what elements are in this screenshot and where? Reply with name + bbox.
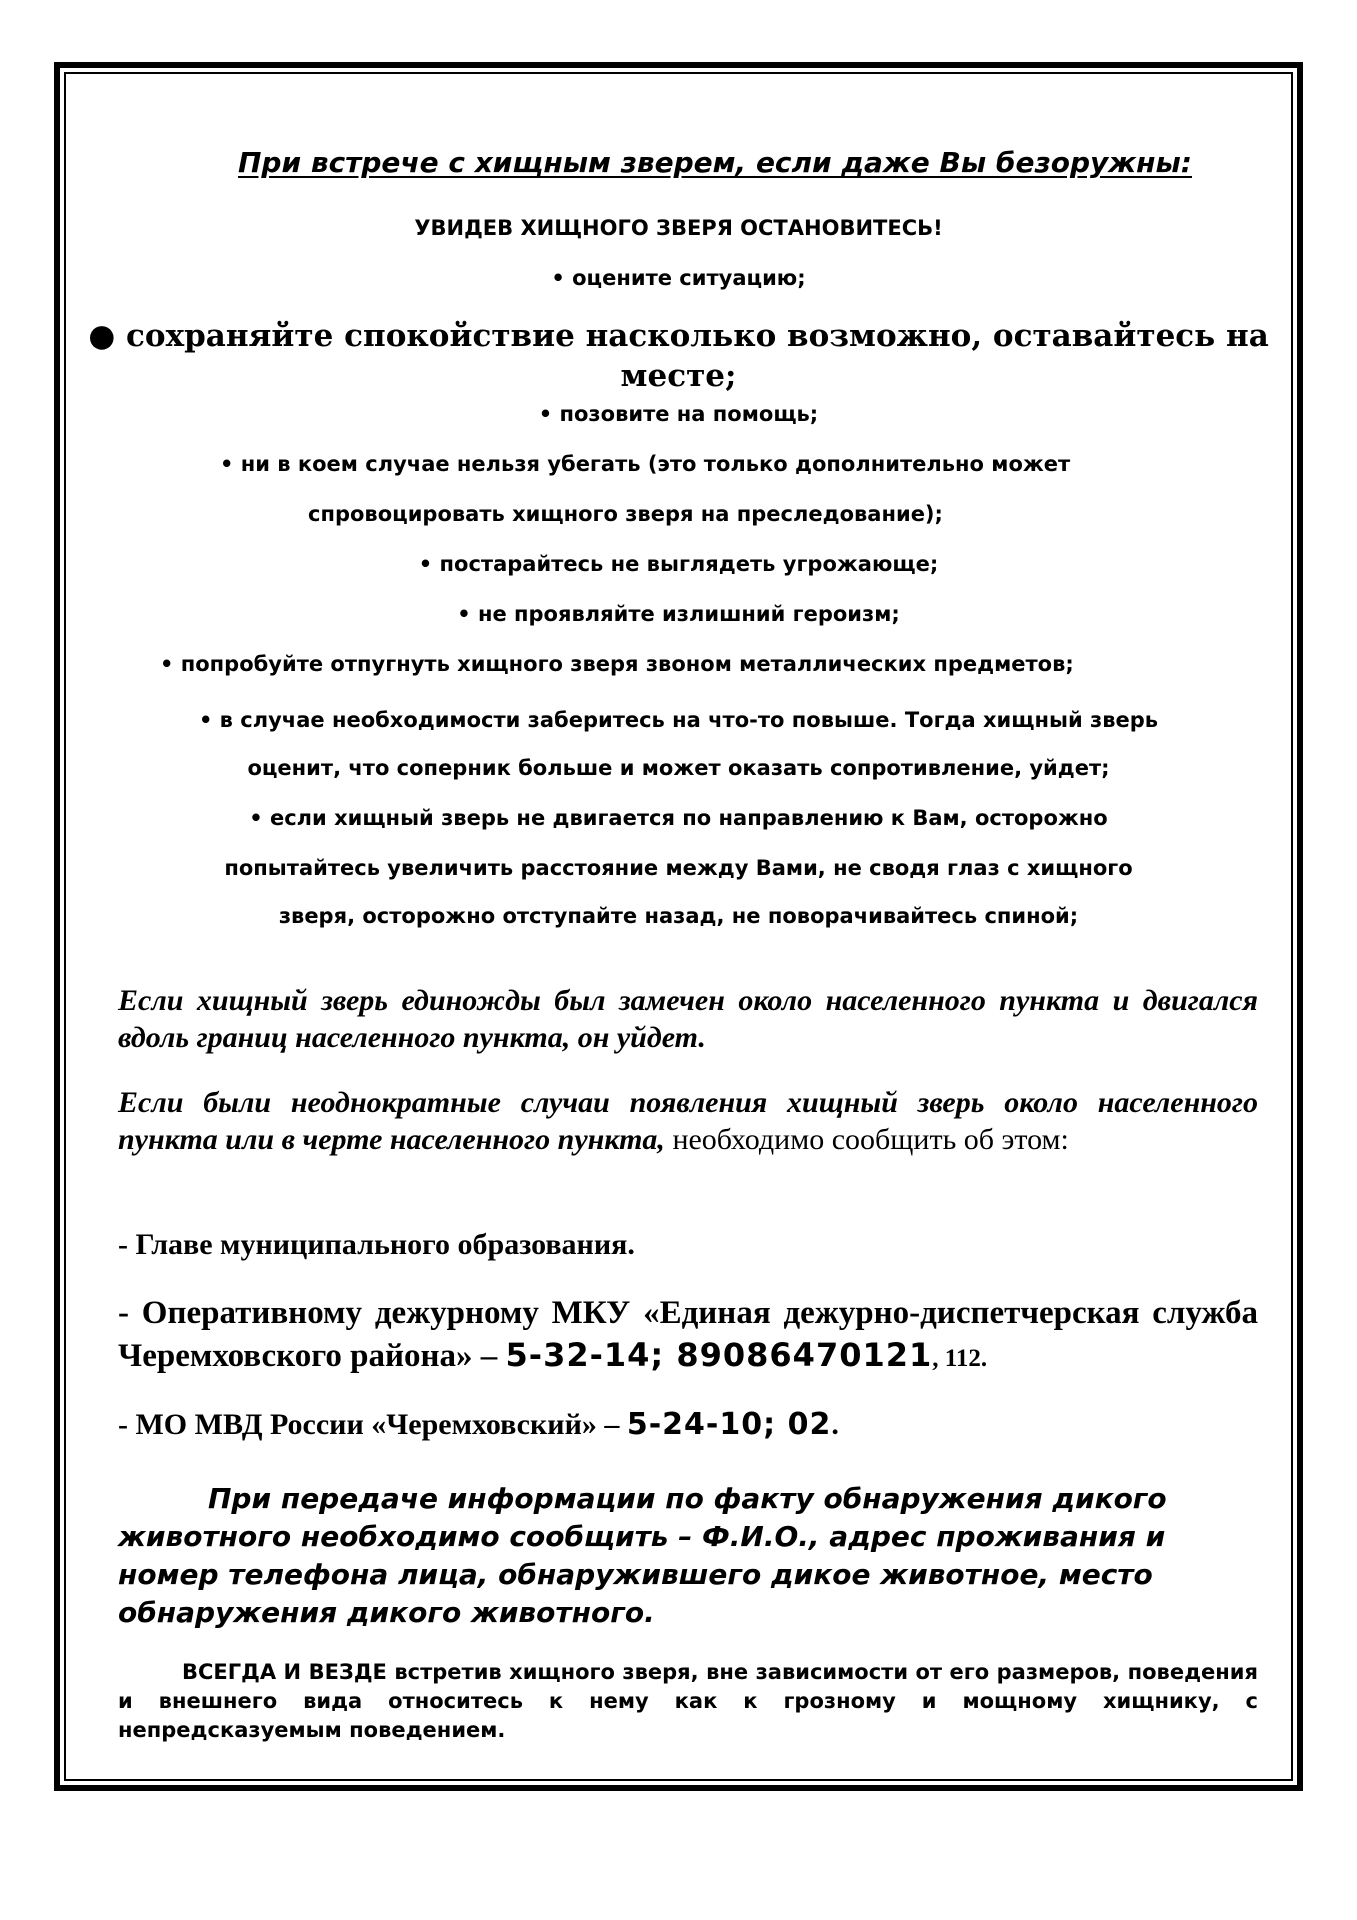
paragraph-repeated-sightings bbox=[118, 1084, 1258, 1158]
bullet-climb-line1: • в случае необходимости заберитесь на что-то повыше. Тогда хищный зверь bbox=[198, 708, 1159, 732]
bullet-call-help: • позовите на помощь; bbox=[538, 402, 819, 426]
contact-duty-service-tail: , 112. bbox=[932, 1345, 988, 1372]
bullet-not-threatening: • постарайтесь не выглядеть угрожающе; bbox=[418, 552, 939, 576]
info-reporting-instructions bbox=[118, 1480, 1258, 1632]
main-heading: УВИДЕВ ХИЩНОГО ЗВЕРЯ ОСТАНОВИТЕСЬ! bbox=[414, 216, 943, 240]
contact-duty-service-text: - Оперативному дежурному МКУ «Единая дежурно-диспетчерская служба Черемховского района» – bbox=[118, 1295, 1258, 1374]
contact-municipal-head: - Главе муниципального образования. bbox=[118, 1228, 635, 1261]
bullet-stay-calm bbox=[0, 316, 1357, 396]
contact-police bbox=[118, 1406, 1258, 1443]
page-title: При встрече с хищным зверем, если даже Вы безоружны: bbox=[238, 146, 1192, 179]
bullet-no-heroism: • не проявляйте излишний героизм; bbox=[457, 602, 900, 626]
bullet-assess: • оцените ситуацию; bbox=[551, 266, 806, 290]
final-warning-text: ВСЕГДА И ВЕЗДЕ встретив хищного зверя, вне зависимости от его размеров, поведения и внешнего вида относитесь к нему как к грозному и мощному хищнику, с непредсказуемым поведением. bbox=[118, 1660, 1258, 1742]
bullet-climb-line2: оценит, что соперник больше и может оказать сопротивление, уйдет; bbox=[247, 756, 1110, 780]
contact-police-tail: . bbox=[831, 1408, 839, 1441]
contact-police-text: - МО МВД России «Черемховский» – bbox=[118, 1408, 627, 1441]
bullet-stay-calm-line1: ● сохраняйте спокойствие насколько возможно, оставайтесь на bbox=[88, 318, 1269, 354]
bullet-stay-calm-line2: месте; bbox=[620, 358, 737, 394]
final-warning bbox=[118, 1658, 1258, 1745]
bullet-retreat-line1: • если хищный зверь не двигается по направлению к Вам, осторожно bbox=[249, 806, 1108, 830]
contact-duty-service bbox=[118, 1292, 1258, 1380]
contact-police-phones: 5-24-10; 02 bbox=[626, 1407, 832, 1442]
paragraph-repeated-sightings-rest: необходимо сообщить об этом: bbox=[664, 1123, 1069, 1156]
bullet-retreat-line3: зверя, осторожно отступайте назад, не поворачивайтесь спиной; bbox=[278, 904, 1079, 928]
info-reporting-text: При передаче информации по факту обнаружения дикого животного необходимо сообщить – Ф.И.О., адрес проживания и номер телефона лица, обнаружившего дикое животное, место обнаружения дикого животного. bbox=[118, 1482, 1167, 1629]
bullet-metal-noise: • попробуйте отпугнуть хищного зверя звоном металлических предметов; bbox=[160, 652, 1074, 676]
bullet-do-not-run-line1: • ни в коем случае нельзя убегать (это только дополнительно может bbox=[220, 452, 1071, 476]
paragraph-repeated-sightings-italic: Если были неоднократные случаи появления хищный зверь около населенного пункта или в черте населенного пункта, bbox=[118, 1086, 1258, 1156]
paragraph-single-sighting: Если хищный зверь единожды был замечен около населенного пункта и двигался вдоль границ населенного пункта, он уйдет. bbox=[118, 984, 1258, 1054]
contact-duty-service-phones: 5-32-14; 89086470121 bbox=[505, 1336, 933, 1374]
bullet-retreat-line2: попытайтесь увеличить расстояние между Вами, не сводя глаз с хищного bbox=[224, 856, 1133, 880]
bullet-do-not-run-line2: спровоцировать хищного зверя на преследование); bbox=[308, 502, 943, 526]
